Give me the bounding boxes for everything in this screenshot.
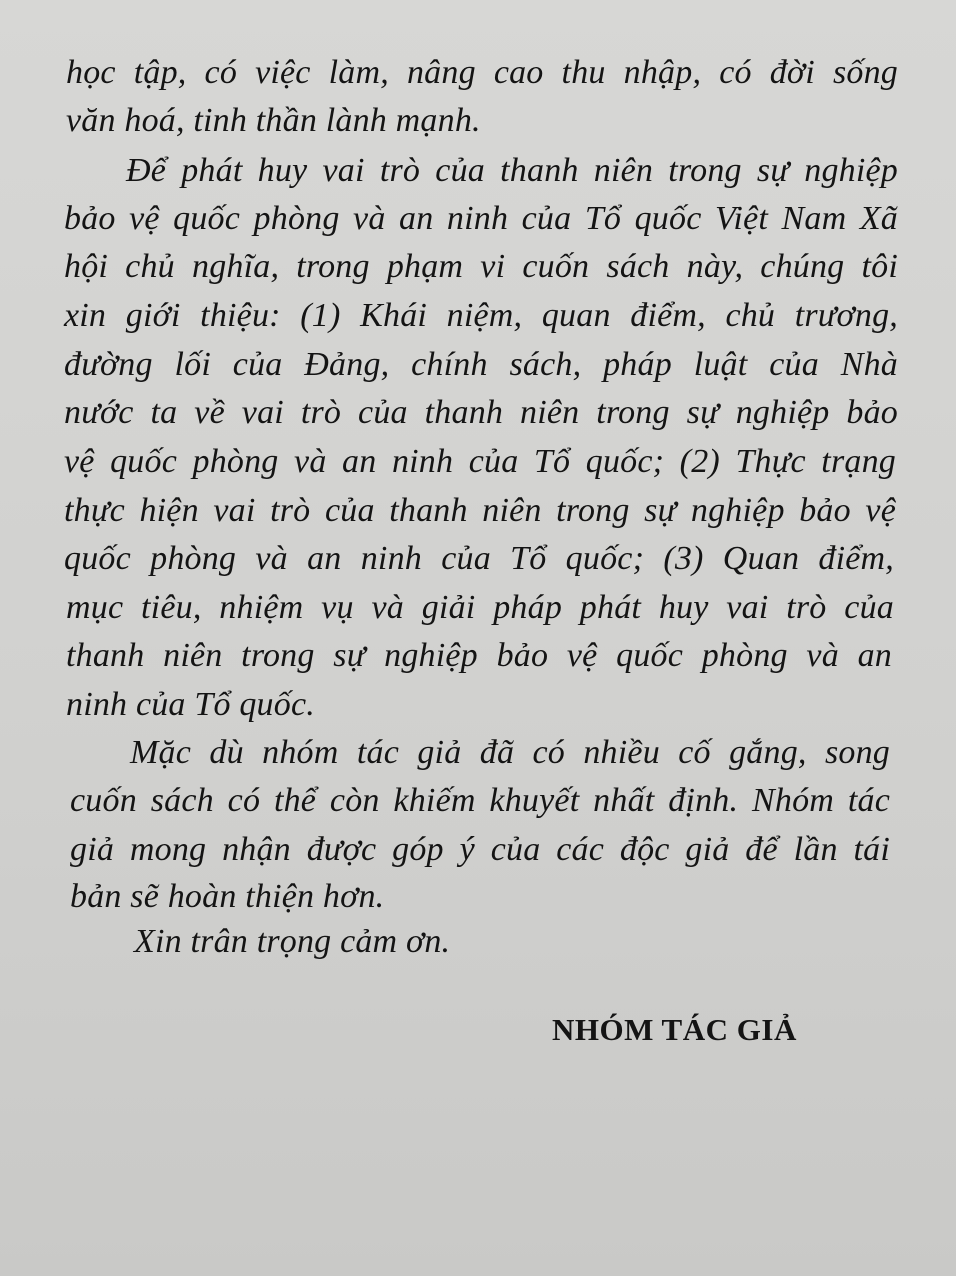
- text-line: Để phát huy vai trò của thanh niên trong sự nghiệp: [126, 152, 898, 189]
- text-line: văn hoá, tinh thần lành mạnh.: [66, 102, 481, 139]
- text-line: hội chủ nghĩa, trong phạm vi cuốn sách này, chúng tôi: [64, 248, 898, 285]
- text-line: cuốn sách có thể còn khiếm khuyết nhất định. Nhóm tác: [70, 782, 890, 819]
- text-line: bảo vệ quốc phòng và an ninh của Tổ quốc Việt Nam Xã: [64, 200, 898, 237]
- text-line: ninh của Tổ quốc.: [66, 686, 315, 723]
- text-line: học tập, có việc làm, nâng cao thu nhập, có đời sống: [66, 54, 898, 91]
- text-line: giả mong nhận được góp ý của các độc giả để lần tái: [70, 831, 890, 868]
- text-line: Xin trân trọng cảm ơn.: [134, 923, 451, 960]
- text-line: thanh niên trong sự nghiệp bảo vệ quốc phòng và an: [66, 637, 892, 674]
- text-line: thực hiện vai trò của thanh niên trong sự nghiệp bảo vệ: [64, 492, 896, 529]
- author-signature: NHÓM TÁC GIẢ: [552, 1012, 797, 1047]
- text-line: mục tiêu, nhiệm vụ và giải pháp phát huy vai trò của: [66, 589, 894, 626]
- text-line: bản sẽ hoàn thiện hơn.: [70, 878, 385, 915]
- text-line: Mặc dù nhóm tác giả đã có nhiều cố gắng, song: [130, 734, 890, 771]
- text-line: xin giới thiệu: (1) Khái niệm, quan điểm, chủ trương,: [64, 297, 898, 334]
- text-line: vệ quốc phòng và an ninh của Tổ quốc; (2) Thực trạng: [64, 443, 896, 480]
- text-line: quốc phòng và an ninh của Tổ quốc; (3) Quan điểm,: [64, 540, 894, 577]
- text-line: nước ta về vai trò của thanh niên trong sự nghiệp bảo: [64, 394, 898, 431]
- text-line: đường lối của Đảng, chính sách, pháp luật của Nhà: [64, 346, 898, 383]
